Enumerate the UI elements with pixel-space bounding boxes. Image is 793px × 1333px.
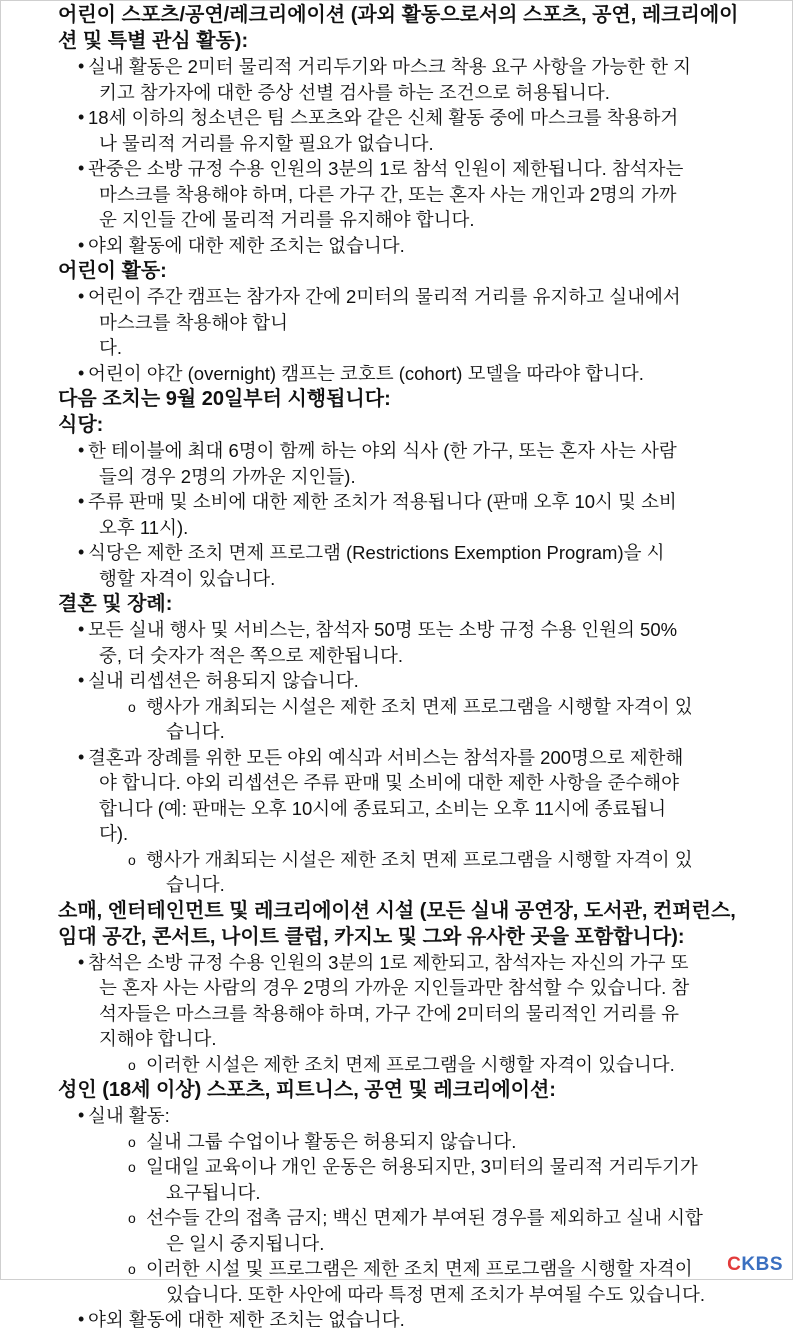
sub-bullet-icon: o [128, 1257, 136, 1283]
list-item [58, 1103, 748, 1129]
list-item [58, 54, 748, 105]
item-line: 관중은 소방 규정 수용 인원의 3분의 1로 참석 인원이 제한됩니다. 참석자는 [88, 156, 748, 182]
bullet-icon: • [78, 540, 84, 566]
item-line: 다. [88, 335, 748, 361]
item-line: 석자들은 마스크를 착용해야 하며, 가구 간에 2미터의 물리적인 거리를 유 [88, 1001, 748, 1027]
bullet-icon: • [78, 1307, 84, 1333]
list-item [58, 105, 748, 156]
item-line: 오후 11시). [88, 515, 748, 541]
item-line: 들의 경우 2명의 가까운 지인들). [88, 464, 748, 490]
list-item [58, 950, 748, 1052]
bullet-icon: • [78, 233, 84, 259]
bullet-icon: • [78, 1103, 84, 1129]
list-item [58, 745, 748, 847]
sub-list-item [58, 1205, 748, 1256]
list-item [58, 438, 748, 489]
item-line: 한 테이블에 최대 6명이 함께 하는 야외 식사 (한 가구, 또는 혼자 사는 사람 [88, 438, 748, 464]
list-item [58, 233, 748, 259]
heading-line: 어린이 활동: [58, 258, 748, 284]
sub-list-item [58, 1052, 748, 1078]
item-line: 실내 활동은 2미터 물리적 거리두기와 마스크 착용 요구 사항을 가능한 한 지 [88, 54, 748, 80]
bullet-icon: • [78, 361, 84, 387]
item-line: 야 합니다. 야외 리셉션은 주류 판매 및 소비에 대한 제한 사항을 준수해야 [88, 770, 748, 796]
kbs-logo [727, 1254, 783, 1276]
item-line: 행사가 개최되는 시설은 제한 조치 면제 프로그램을 시행할 자격이 있 [146, 847, 748, 873]
sub-bullet-icon: o [128, 1053, 136, 1079]
list-item [58, 156, 748, 233]
list-item [58, 284, 748, 361]
section [58, 2, 748, 258]
bullet-icon: • [78, 950, 84, 976]
item-line: 운 지인들 간에 물리적 거리를 유지해야 합니다. [88, 207, 748, 233]
heading-line: 식당: [58, 412, 748, 438]
item-line: 결혼과 장례를 위한 모든 야외 예식과 서비스는 참석자를 200명으로 제한해 [88, 745, 748, 771]
item-line: 지해야 합니다. [88, 1026, 748, 1052]
item-line: 있습니다. 또한 사안에 따라 특정 면제 조치가 부여될 수도 있습니다. [146, 1282, 748, 1308]
sub-list-item [58, 1256, 748, 1307]
item-line: 행사가 개최되는 시설은 제한 조치 면제 프로그램을 시행할 자격이 있 [146, 694, 748, 720]
item-line: 이러한 시설 및 프로그램은 제한 조치 면제 프로그램을 시행할 자격이 [146, 1256, 748, 1282]
item-line: 어린이 야간 (overnight) 캠프는 코호트 (cohort) 모델을 따라야 합니다. [88, 361, 748, 387]
heading-line: 다음 조치는 9월 20일부터 시행됩니다: [58, 386, 748, 412]
item-line: 주류 판매 및 소비에 대한 제한 조치가 적용됩니다 (판매 오후 10시 및 소비 [88, 489, 748, 515]
list-item [58, 489, 748, 540]
item-line: 중, 더 숫자가 적은 쪽으로 제한됩니다. [88, 643, 748, 669]
item-line: 모든 실내 행사 및 서비스는, 참석자 50명 또는 소방 규정 수용 인원의 50% [88, 617, 748, 643]
section-heading [58, 258, 748, 284]
item-line: 마스크를 착용해야 하며, 다른 가구 간, 또는 혼자 사는 개인과 2명의 가까 [88, 182, 748, 208]
heading-line: 션 및 특별 관심 활동): [58, 28, 748, 54]
item-line: 키고 참가자에 대한 증상 선별 검사를 하는 조건으로 허용됩니다. [88, 80, 748, 106]
heading-line: 어린이 스포츠/공연/레크리에이션 (과외 활동으로서의 스포츠, 공연, 레크리에이 [58, 2, 748, 28]
item-line: 참석은 소방 규정 수용 인원의 3분의 1로 제한되고, 참석자는 자신의 가구 또 [88, 950, 748, 976]
bullet-icon: • [78, 284, 84, 310]
item-line: 어린이 주간 캠프는 참가자 간에 2미터의 물리적 거리를 유지하고 실내에서 [88, 284, 748, 310]
item-line: 선수들 간의 접촉 금지; 백신 면제가 부여된 경우를 제외하고 실내 시합 [146, 1205, 748, 1231]
sub-list-item [58, 1129, 748, 1155]
sub-list-item [58, 847, 748, 898]
bullet-icon: • [78, 54, 84, 80]
logo-letters-kbs: KBS [741, 1254, 783, 1275]
bullet-icon: • [78, 668, 84, 694]
list-item [58, 540, 748, 591]
bullet-icon: • [78, 745, 84, 771]
item-line: 실내 활동: [88, 1103, 748, 1129]
item-line: 행할 자격이 있습니다. [88, 566, 748, 592]
item-line: 마스크를 착용해야 합니 [88, 310, 748, 336]
item-line: 식당은 제한 조치 면제 프로그램 (Restrictions Exemption Program)을 시 [88, 540, 748, 566]
item-line: 일대일 교육이나 개인 운동은 허용되지만, 3미터의 물리적 거리두기가 [146, 1154, 748, 1180]
item-line: 실내 리셉션은 허용되지 않습니다. [88, 668, 748, 694]
heading-line: 결혼 및 장례: [58, 591, 748, 617]
bullet-icon: • [78, 489, 84, 515]
heading-line: 임대 공간, 콘서트, 나이트 클럽, 카지노 및 그와 유사한 곳을 포함합니다): [58, 924, 748, 950]
item-line: 합니다 (예: 판매는 오후 10시에 종료되고, 소비는 오후 11시에 종료됩니 [88, 796, 748, 822]
section [58, 258, 748, 386]
bullet-icon: • [78, 156, 84, 182]
sub-bullet-icon: o [128, 848, 136, 874]
heading-line: 소매, 엔터테인먼트 및 레크리에이션 시설 (모든 실내 공연장, 도서관, 컨퍼런스, [58, 898, 748, 924]
item-line: 나 물리적 거리를 유지할 필요가 없습니다. [88, 131, 748, 157]
section-heading [58, 412, 748, 438]
item-line: 는 혼자 사는 사람의 경우 2명의 가까운 지인들과만 참석할 수 있습니다. 참 [88, 975, 748, 1001]
item-line: 야외 활동에 대한 제한 조치는 없습니다. [88, 233, 748, 259]
section-heading [58, 1077, 748, 1103]
item-line: 요구됩니다. [146, 1180, 748, 1206]
heading-line: 성인 (18세 이상) 스포츠, 피트니스, 공연 및 레크리에이션: [58, 1077, 748, 1103]
logo-letter-c: C [727, 1254, 741, 1275]
sub-bullet-icon: o [128, 1206, 136, 1232]
section-heading [58, 2, 748, 54]
section [58, 412, 748, 591]
item-line: 다). [88, 821, 748, 847]
item-line: 습니다. [146, 719, 748, 745]
list-item [58, 361, 748, 387]
section-heading [58, 386, 748, 412]
bullet-icon: • [78, 617, 84, 643]
bullet-icon: • [78, 105, 84, 131]
sub-bullet-icon: o [128, 695, 136, 721]
section-heading [58, 898, 748, 950]
list-item [58, 1307, 748, 1333]
item-line: 야외 활동에 대한 제한 조치는 없습니다. [88, 1307, 748, 1333]
sub-bullet-icon: o [128, 1155, 136, 1181]
sub-list-item [58, 1154, 748, 1205]
item-line: 이러한 시설은 제한 조치 면제 프로그램을 시행할 자격이 있습니다. [146, 1052, 748, 1078]
item-line: 습니다. [146, 872, 748, 898]
document-body [58, 2, 748, 1333]
sub-list-item [58, 694, 748, 745]
section [58, 386, 748, 412]
bullet-icon: • [78, 438, 84, 464]
section [58, 898, 748, 1078]
item-line: 18세 이하의 청소년은 팀 스포츠와 같은 신체 활동 중에 마스크를 착용하거 [88, 105, 748, 131]
item-line: 실내 그룹 수업이나 활동은 허용되지 않습니다. [146, 1129, 748, 1155]
section [58, 591, 748, 898]
section [58, 1077, 748, 1333]
section-heading [58, 591, 748, 617]
list-item [58, 668, 748, 694]
item-line: 은 일시 중지됩니다. [146, 1231, 748, 1257]
list-item [58, 617, 748, 668]
sub-bullet-icon: o [128, 1130, 136, 1156]
